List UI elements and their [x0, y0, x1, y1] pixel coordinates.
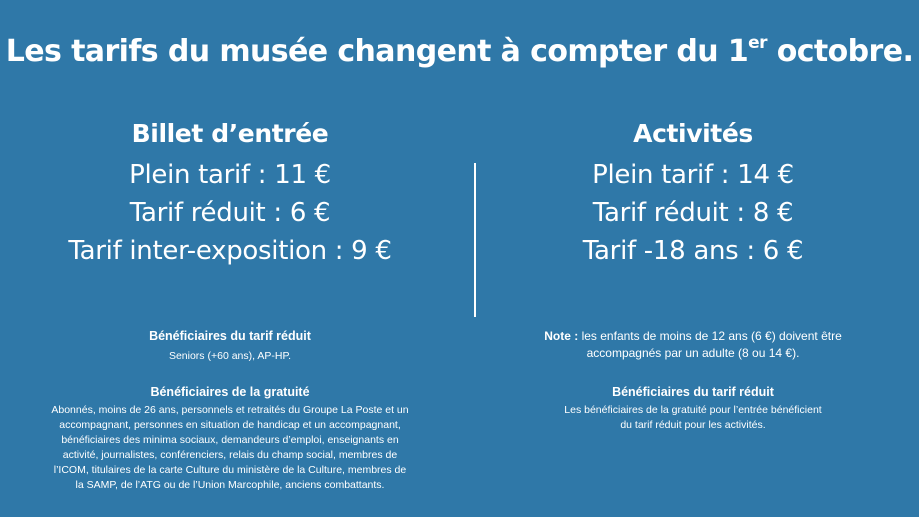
activities-reduced-line: du tarif réduit pour les activités. [620, 419, 766, 431]
entry-reduced-title: Bénéficiaires du tarif réduit [149, 329, 311, 343]
note-text-1: les enfants de moins de 12 ans (6 €) doivent être [578, 329, 842, 343]
activities-reduced-line: Les bénéficiaires de la gratuité pour l’entrée bénéficient [564, 404, 822, 416]
activity-price-under-18: Tarif -18 ans : 6 € [582, 236, 804, 266]
activity-price-reduced: Tarif réduit : 8 € [592, 198, 794, 228]
activity-price-full: Plein tarif : 14 € [592, 160, 794, 190]
note-line-1 [476, 328, 910, 345]
note-line-2: accompagnés par un adulte (8 ou 14 €). [586, 346, 800, 360]
entry-free-title: Bénéficiaires de la gratuité [150, 385, 310, 399]
note-label: Note : [544, 329, 579, 343]
entry-free-line: la SAMP, de l’ATG ou de l’Union Marcophile, anciens combattants. [75, 479, 385, 491]
entry-price-reduced: Tarif réduit : 6 € [129, 198, 331, 228]
entry-reduced-text: Seniors (+60 ans), AP-HP. [168, 350, 292, 362]
activities-reduced-title: Bénéficiaires du tarif réduit [612, 385, 774, 399]
activities-reduced-text [476, 403, 910, 433]
entry-free-beneficiaries [14, 384, 446, 493]
entry-free-line: l’ICOM, titulaires de la carte Culture du ministère de la Culture, membres de [53, 464, 407, 476]
activities-reduced-beneficiaries [476, 384, 910, 433]
activities-column [476, 112, 910, 270]
entry-ticket-heading: Billet d’entrée [131, 119, 329, 148]
title-superscript: er [748, 33, 767, 53]
entry-free-line: Abonnés, moins de 26 ans, personnels et retraités du Groupe La Poste et un [51, 404, 409, 416]
page-title [0, 34, 919, 69]
entry-ticket-column [20, 112, 440, 270]
entry-free-line: activité, journalistes, conférenciers, relais du champ social, membres de [62, 449, 398, 461]
entry-free-text [14, 403, 446, 493]
entry-price-inter-exhibition: Tarif inter-exposition : 9 € [68, 236, 392, 266]
entry-free-line: accompagnant, personnes en situation de handicap et un accompagnant, [59, 419, 401, 431]
entry-free-line: bénéficiaires des minima sociaux, demandeurs d’emploi, enseignants en [61, 434, 399, 446]
title-end: octobre. [766, 34, 914, 69]
entry-reduced-beneficiaries [20, 328, 440, 364]
entry-price-full: Plein tarif : 11 € [129, 160, 331, 190]
activities-heading: Activités [633, 119, 753, 148]
title-main: Les tarifs du musée changent à compter du 1 [5, 34, 749, 69]
activities-note [476, 328, 910, 362]
